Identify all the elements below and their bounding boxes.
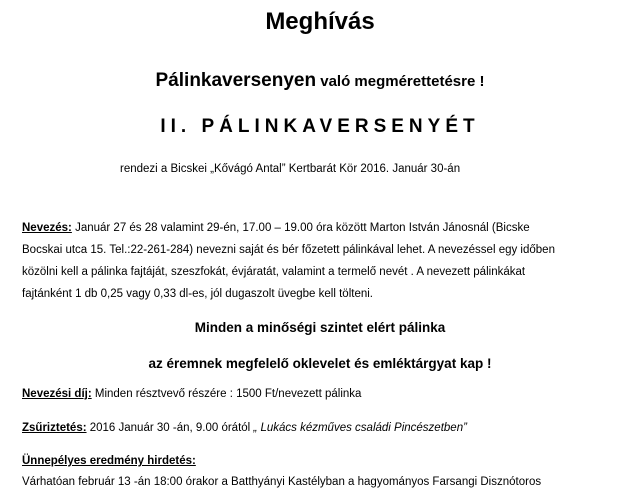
registration-line-1 (22, 217, 622, 239)
registration-line-3: közölni kell a pálinka fajtáját, szeszfokát, évjáratát, valamint a termelő nevét . A nevezett pálinkákat (22, 266, 526, 278)
fee-row (22, 388, 361, 400)
judging-text: 2016 Január 30 -án, 9.00 órától (86, 422, 251, 434)
subtitle (0, 70, 640, 92)
announcement-line-2: az éremnek megfelelő oklevelet és emléktárgyat kap ! (148, 356, 492, 371)
page-title: Meghívás (265, 8, 375, 35)
subtitle-part-1: Pálinkaversenyen (155, 70, 317, 91)
registration-line-4: fajtánként 1 db 0,25 vagy 0,33 dl-es, jól dugaszolt üvegbe kell tölteni. (22, 288, 373, 300)
judging-place: „ Lukács kézműves családi Pincészetben” (250, 422, 467, 434)
organizer-line: rendezi a Bicskei „Kővágó Antal” Kertbarát Kör 2016. Január 30-án (120, 163, 461, 175)
registration-text-1: Január 27 és 28 valamint 29-én, 17.00 – 19.00 óra között Marton István Jánosnál (Bicske (71, 222, 530, 234)
results-text: Várhatóan február 13 -án 18:00 órakor a Batthyányi Kastélyban a hagyományos Farsangi Disznótoros (22, 476, 542, 488)
registration-label: Nevezés: (22, 222, 72, 234)
judging-row (22, 422, 467, 434)
fee-label: Nevezési díj: (22, 388, 92, 400)
results-label: Ünnepélyes eredmény hirdetés: (22, 455, 196, 467)
judging-label: Zsűriztetés: (22, 422, 87, 434)
fee-text: Minden résztvevő részére : 1500 Ft/nevezett pálinka (91, 388, 362, 400)
announcement-line-1: Minden a minőségi szintet elért pálinka (194, 320, 446, 335)
subtitle-part-2: való megmérettetésre ! (316, 73, 485, 90)
competition-heading: II. PÁLINKAVERSENYÉT (160, 116, 480, 137)
registration-line-2: Bocskai utca 15. Tel.:22-261-284) nevezni saját és bér főzetett pálinkával lehet. A nevezéssel egy időben (22, 244, 555, 256)
registration-paragraph (22, 217, 622, 305)
results-label-row (22, 455, 196, 467)
